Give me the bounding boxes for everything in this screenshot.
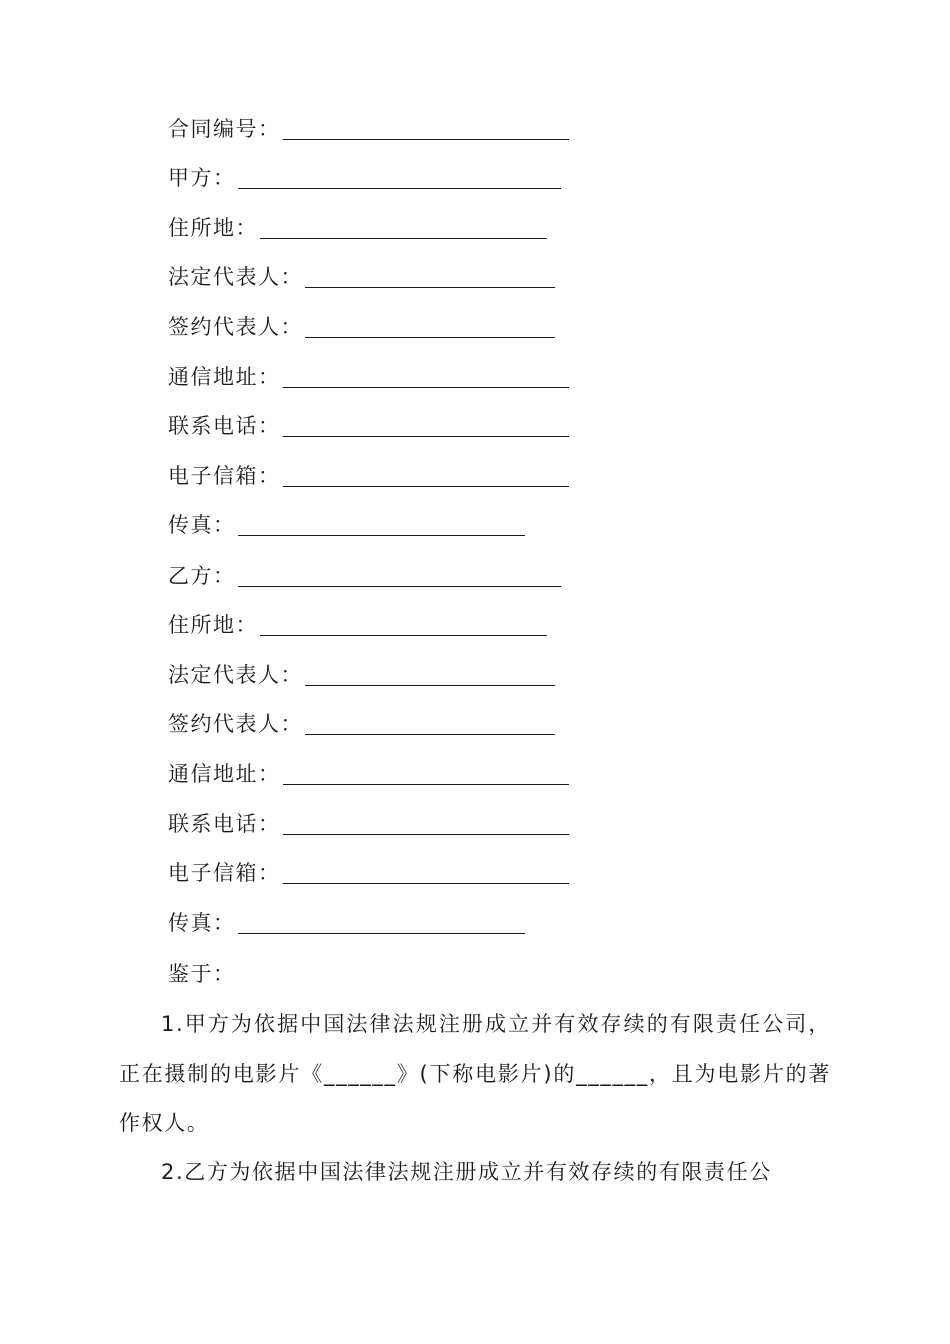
field-party-a-phone	[168, 410, 569, 440]
field-label: 电子信箱：	[168, 861, 281, 885]
field-label: 通信地址：	[168, 365, 281, 389]
field-label: 电子信箱：	[168, 464, 281, 488]
field-label: 联系电话：	[168, 414, 281, 438]
field-party-b-email	[168, 857, 569, 887]
fill-in-blank[interactable]	[260, 237, 547, 239]
fill-in-blank[interactable]	[283, 783, 569, 785]
fill-in-blank[interactable]	[283, 386, 569, 388]
field-party-b-address	[168, 758, 569, 788]
fill-in-blank[interactable]	[260, 634, 547, 636]
field-label: 法定代表人：	[168, 663, 303, 687]
field-party-a-legal-rep	[168, 261, 555, 291]
fill-in-blank[interactable]	[238, 187, 561, 189]
fill-in-blank[interactable]	[305, 733, 555, 735]
fill-in-blank[interactable]	[238, 932, 525, 934]
field-party-b-signing-rep	[168, 708, 555, 738]
field-party-a	[168, 162, 561, 192]
field-label: 签约代表人：	[168, 712, 303, 736]
whereas-heading: 鉴于：	[168, 962, 236, 986]
fill-in-blank[interactable]	[283, 435, 569, 437]
field-party-b-legal-rep	[168, 659, 555, 689]
field-party-b	[168, 560, 561, 590]
field-party-b-phone	[168, 808, 569, 838]
field-label: 签约代表人：	[168, 315, 303, 339]
field-party-a-signing-rep	[168, 311, 555, 341]
field-label: 乙方：	[168, 564, 236, 588]
field-label: 合同编号：	[168, 117, 281, 141]
field-contract-number	[168, 113, 569, 143]
field-label: 传真：	[168, 911, 236, 935]
field-label: 法定代表人：	[168, 265, 303, 289]
clause-1: 1.甲方为依据中国法律法规注册成立并有效存续的有限责任公司，正在摄制的电影片《______》(下称电影片)的______，且为电影片的著作权人。	[119, 1012, 831, 1135]
field-label: 住所地：	[168, 216, 258, 240]
field-label: 传真：	[168, 513, 236, 537]
field-party-a-domicile	[168, 212, 547, 242]
clause-2: 2.乙方为依据中国法律法规注册成立并有效存续的有限责任公	[161, 1160, 772, 1184]
fill-in-blank[interactable]	[238, 585, 561, 587]
fill-in-blank[interactable]	[305, 286, 555, 288]
fill-in-blank[interactable]	[283, 833, 569, 835]
fill-in-blank[interactable]	[305, 336, 555, 338]
fill-in-blank[interactable]	[283, 138, 569, 140]
field-party-a-email	[168, 460, 569, 490]
field-party-b-fax	[168, 907, 525, 937]
field-label: 联系电话：	[168, 812, 281, 836]
fill-in-blank[interactable]	[283, 882, 569, 884]
fill-in-blank[interactable]	[283, 485, 569, 487]
field-party-b-domicile	[168, 609, 547, 639]
field-party-a-address	[168, 361, 569, 391]
field-party-a-fax	[168, 509, 525, 539]
field-label: 甲方：	[168, 166, 236, 190]
fill-in-blank[interactable]	[305, 684, 555, 686]
field-label: 住所地：	[168, 613, 258, 637]
field-label: 通信地址：	[168, 762, 281, 786]
fill-in-blank[interactable]	[238, 534, 525, 536]
